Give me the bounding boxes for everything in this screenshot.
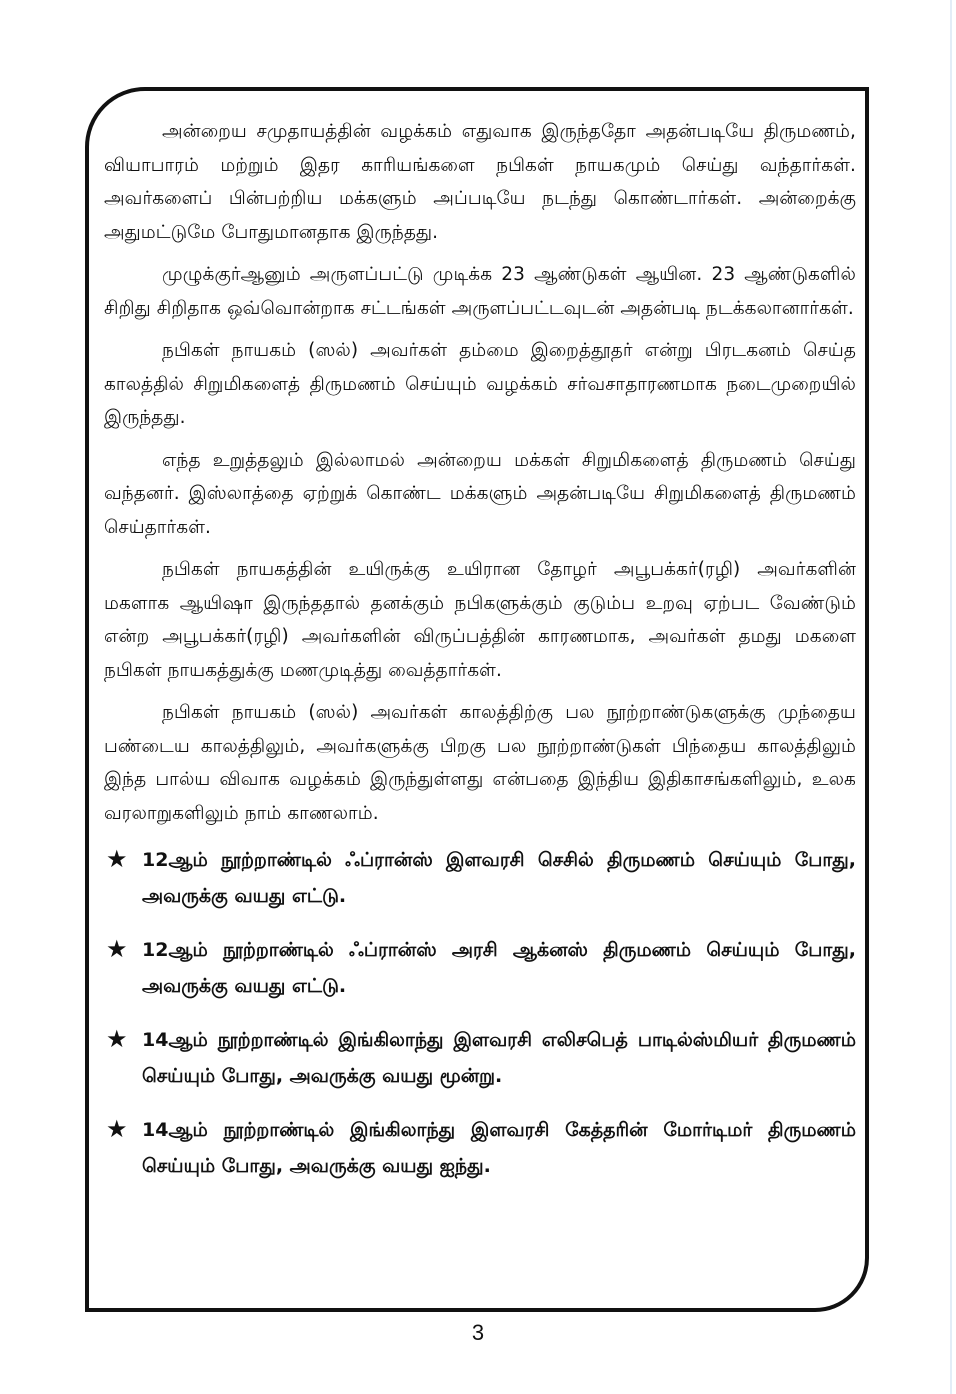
paragraph: எந்த உறுத்தலும் இல்லாமல் அன்றைய மக்கள் சிறுமிகளைத் திருமணம் செய்து வந்தனர். இஸ்லாத்தை ஏற்றுக் கொண்ட மக்களும் அதன்படியே சிறுமிகளைத் திருமணம் செய்தார்கள். [104, 449, 856, 538]
page-number: 3 [471, 1320, 485, 1345]
paragraph: நபிகள் நாயகம் (ஸல்) அவர்கள் தம்மை இறைத்தூதர் என்று பிரடகனம் செய்த காலத்தில் சிறுமிகளைத் திருமணம் செய்யும் வழக்கம் சர்வசாதாரணமாக நடைமுறையில் இருந்தது. [104, 340, 856, 428]
bullet-item [104, 1022, 856, 1094]
page-content [104, 115, 856, 1202]
bullet-text: 12ஆம் நூற்றாண்டில் ஃப்ரான்ஸ் இளவரசி செசில் திருமணம் செய்யும் போது, அவருக்கு வயது எட்டு. [142, 849, 856, 907]
bullet-text: 14ஆம் நூற்றாண்டில் இங்கிலாந்து இளவரசி எலிசபெத் பாடில்ஸ்மியர் திருமணம் செய்யும் போது, அவருக்கு வயது மூன்று. [142, 1029, 856, 1087]
paragraph: முழுக்குர்ஆனும் அருளப்பட்டு முடிக்க 23 ஆண்டுகள் ஆயின. 23 ஆண்டுகளில் சிறிது சிறிதாக ஒவ்வொன்றாக சட்டங்கள் அருளப்பட்டவுடன் அதன்படி நடக்கலானார்கள். [104, 264, 856, 319]
paragraph: நபிகள் நாயகம் (ஸல்) அவர்கள் காலத்திற்கு பல நூற்றாண்டுகளுக்கு முந்தைய பண்டைய காலத்திலும், அவர்களுக்கு பிறகு பல நூற்றாண்டுகள் பிந்தைய காலத்திலும் இந்த பால்ய விவாக வழக்கம் இருந்துள்ளது என்பதை இந்திய இதிகாசங்களிலும், உலக வரலாறுகளிலும் நாம் காணலாம். [104, 702, 856, 824]
star-icon: ★ [106, 845, 128, 873]
bullet-item [104, 842, 856, 914]
bullet-text: 12ஆம் நூற்றாண்டில் ஃப்ரான்ஸ் அரசி ஆக்னஸ் திருமணம் செய்யும் போது, அவருக்கு வயது எட்டு. [142, 939, 856, 997]
paragraph: அன்றைய சமுதாயத்தின் வழக்கம் எதுவாக இருந்ததோ அதன்படியே திருமணம், வியாபாரம் மற்றும் இதர காரியங்களை நபிகள் நாயகமும் செய்து வந்தார்கள். அவர்களைப் பின்பற்றிய மக்களும் அப்படியே நடந்து கொண்டார்கள். அன்றைக்கு அதுமட்டுமே போதுமானதாக இருந்தது. [104, 121, 856, 243]
star-icon: ★ [106, 1025, 128, 1053]
bullet-list [104, 842, 856, 1184]
bullet-item [104, 932, 856, 1004]
bullet-text: 14ஆம் நூற்றாண்டில் இங்கிலாந்து இளவரசி கேத்தரின் மோர்டிமர் திருமணம் செய்யும் போது, அவருக்கு வயது ஐந்து. [142, 1119, 856, 1177]
star-icon: ★ [106, 935, 128, 963]
bullet-item [104, 1112, 856, 1184]
star-icon: ★ [106, 1115, 128, 1143]
page-edge-line [950, 0, 952, 1394]
paragraph: நபிகள் நாயகத்தின் உயிருக்கு உயிரான தோழர் அபூபக்கர்(ரழி) அவர்களின் மகளாக ஆயிஷா இருந்ததால் தனக்கும் நபிகளுக்கும் குடும்ப உறவு ஏற்பட வேண்டும் என்ற அபூபக்கர்(ரழி) அவர்களின் விருப்பத்தின் காரணமாக, அவர்கள் தமது மகளை நபிகள் நாயகத்துக்கு மணமுடித்து வைத்தார்கள். [104, 559, 856, 681]
